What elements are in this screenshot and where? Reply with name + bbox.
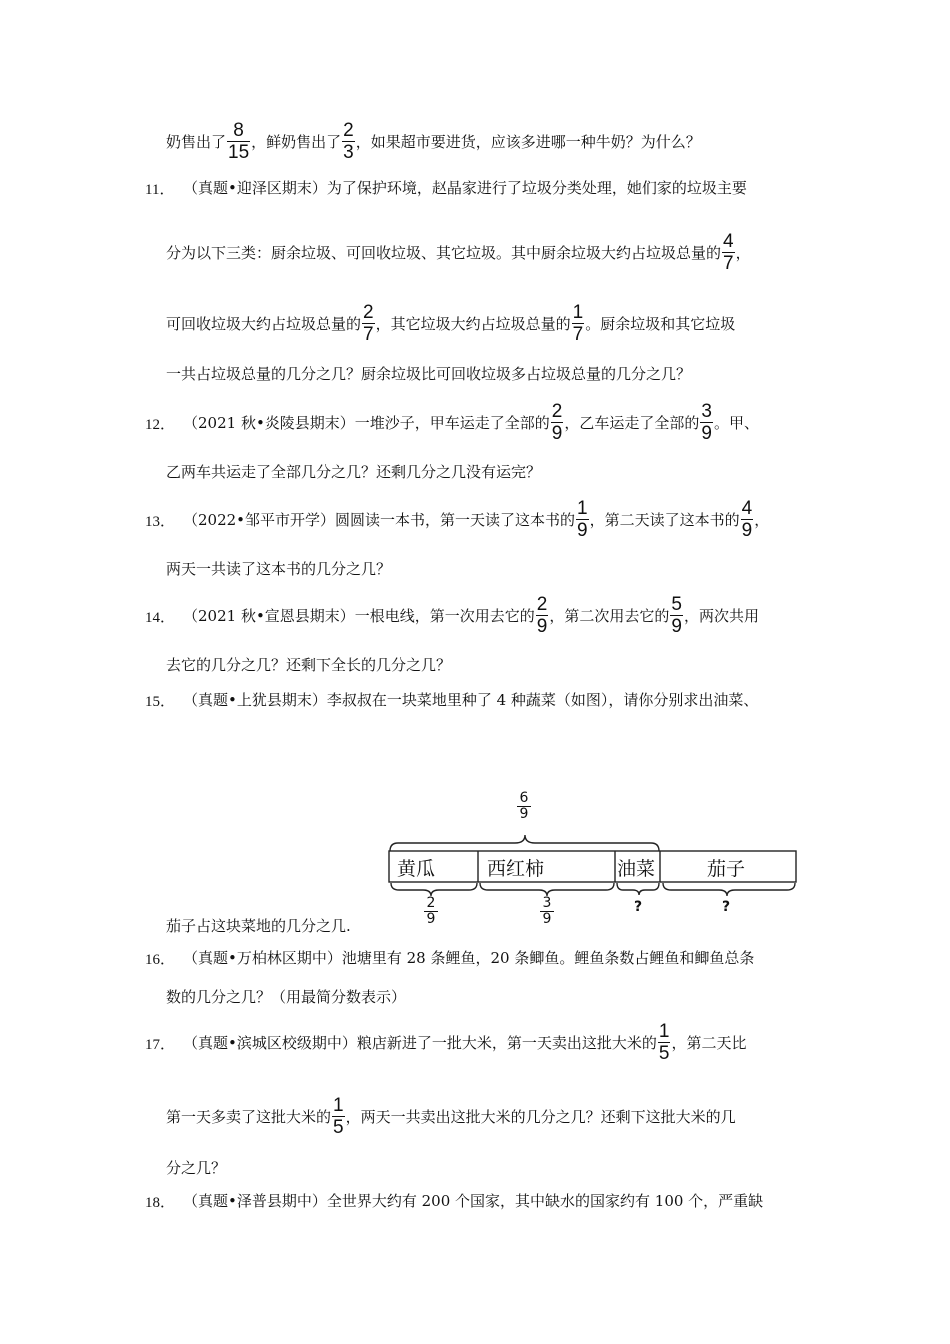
problem-number: 13． xyxy=(145,514,176,530)
fraction: $\frac{1}{7}$ xyxy=(572,301,584,345)
p15-line1 xyxy=(183,669,758,729)
text: （真题•迎泽区期末）为了保护环境，赵晶家进行了垃圾分类处理，她们家的垃圾主要 xyxy=(183,178,747,197)
text: ，第二天读了这本书的 xyxy=(589,510,740,529)
fraction: $\frac{2}{3}$ xyxy=(343,119,354,163)
problem-number: 16． xyxy=(145,952,176,968)
label-cucumber: 黄瓜 xyxy=(397,858,436,880)
p17-line1 xyxy=(183,1012,746,1072)
text: 分为以下三类：厨余垃圾、可回收垃圾、其它垃圾。其中厨余垃圾大约占垃圾总量的 xyxy=(166,243,722,262)
top-fraction: 6 9 xyxy=(517,791,531,822)
label-rapeseed: 油菜 xyxy=(617,858,656,880)
fraction: $\frac{4}{9}$ xyxy=(741,497,753,541)
text: 第一天多卖了这批大米的 xyxy=(166,1107,332,1126)
text: 分之几？ xyxy=(166,1158,227,1177)
p11-line1 xyxy=(183,157,747,217)
text: ，其它垃圾大约占垃圾总量的 xyxy=(375,314,571,333)
label-tomato: 西红柿 xyxy=(487,858,545,880)
text: ，鲜奶售出了 xyxy=(251,132,342,151)
fraction: $\frac{2}{7}$ xyxy=(363,301,374,345)
text: 。甲、 xyxy=(713,413,759,432)
text: ，第二次用去它的 xyxy=(549,606,670,625)
problem-number: 18． xyxy=(145,1195,176,1211)
fraction: $\frac{1}{9}$ xyxy=(577,497,588,541)
problem-number: 14． xyxy=(145,610,176,626)
text: 数的几分之几？（用最简分数表示） xyxy=(166,987,407,1006)
bottom-fraction-cucumber: 2 9 xyxy=(424,896,438,927)
vegetable-field-diagram xyxy=(385,787,805,937)
fraction: $\frac{1}{5}$ xyxy=(658,1020,670,1064)
problem-number: 15． xyxy=(145,694,176,710)
text: ， xyxy=(754,510,770,529)
text: （真题•滨城区校级期中）粮店新进了一批大米，第一天卖出这批大米的 xyxy=(183,1033,657,1052)
question-mark-eggplant: ? xyxy=(722,899,731,915)
problem-number: 11． xyxy=(145,182,175,198)
p18-line1 xyxy=(183,1170,763,1230)
bottom-fraction-tomato: 3 9 xyxy=(540,896,554,927)
fraction: $\frac{3}{9}$ xyxy=(701,400,712,444)
p11-line2 xyxy=(166,222,751,282)
text: （真题•泽普县期中）全世界大约有 200 个国家，其中缺水的国家约有 100 个，严重缺 xyxy=(183,1191,764,1210)
text: （2021 秋•炎陵县期末）一堆沙子，甲车运走了全部的 xyxy=(183,413,550,432)
text: 去它的几分之几？还剩下全长的几分之几？ xyxy=(166,655,452,674)
text: ，两天一共卖出这批大米的几分之几？还剩下这批大米的几 xyxy=(345,1107,736,1126)
text: 奶售出了 xyxy=(166,132,227,151)
text: 一共占垃圾总量的几分之几？厨余垃圾比可回收垃圾多占垃圾总量的几分之几？ xyxy=(166,364,692,383)
text: 两天一共读了这本书的几分之几？ xyxy=(166,559,392,578)
p17-line2 xyxy=(166,1086,736,1146)
problem-number: 12． xyxy=(145,417,176,433)
text: ， xyxy=(735,243,751,262)
problem-number: 17． xyxy=(145,1037,176,1053)
fraction: $\frac{8}{15}$ xyxy=(228,119,250,163)
text: ，第二天比 xyxy=(671,1033,747,1052)
fraction: $\frac{5}{9}$ xyxy=(671,593,682,637)
text: （真题•万柏林区期中）池塘里有 28 条鲤鱼，20 条鲫鱼。鲤鱼条数占鲤鱼和鲫鱼总条 xyxy=(183,948,755,967)
text: 可回收垃圾大约占垃圾总量的 xyxy=(166,314,362,333)
text: 乙两车共运走了全部几分之几？还剩几分之几没有运完？ xyxy=(166,462,542,481)
text: 茄子占这块菜地的几分之几. xyxy=(166,916,351,935)
fraction: $\frac{4}{7}$ xyxy=(723,230,734,274)
label-eggplant: 茄子 xyxy=(707,858,746,880)
fraction: $\frac{2}{9}$ xyxy=(536,593,548,637)
text: （真题•上犹县期末）李叔叔在一块菜地里种了 4 种蔬菜（如图），请你分别求出油菜、 xyxy=(183,690,759,709)
text: （2022•邹平市开学）圆圆读一本书，第一天读了这本书的 xyxy=(183,510,576,529)
text: ，两次共用 xyxy=(683,606,759,625)
fraction: $\frac{2}{9}$ xyxy=(551,400,563,444)
text: ，乙车运走了全部的 xyxy=(564,413,700,432)
question-mark-rapeseed: ? xyxy=(634,899,643,915)
text: （2021 秋•宣恩县期末）一根电线，第一次用去它的 xyxy=(183,606,535,625)
fraction: $\frac{1}{5}$ xyxy=(333,1094,344,1138)
text: 。厨余垃圾和其它垃圾 xyxy=(585,314,736,333)
text: ，如果超市要进货，应该多进哪一种牛奶？为什么？ xyxy=(355,132,701,151)
